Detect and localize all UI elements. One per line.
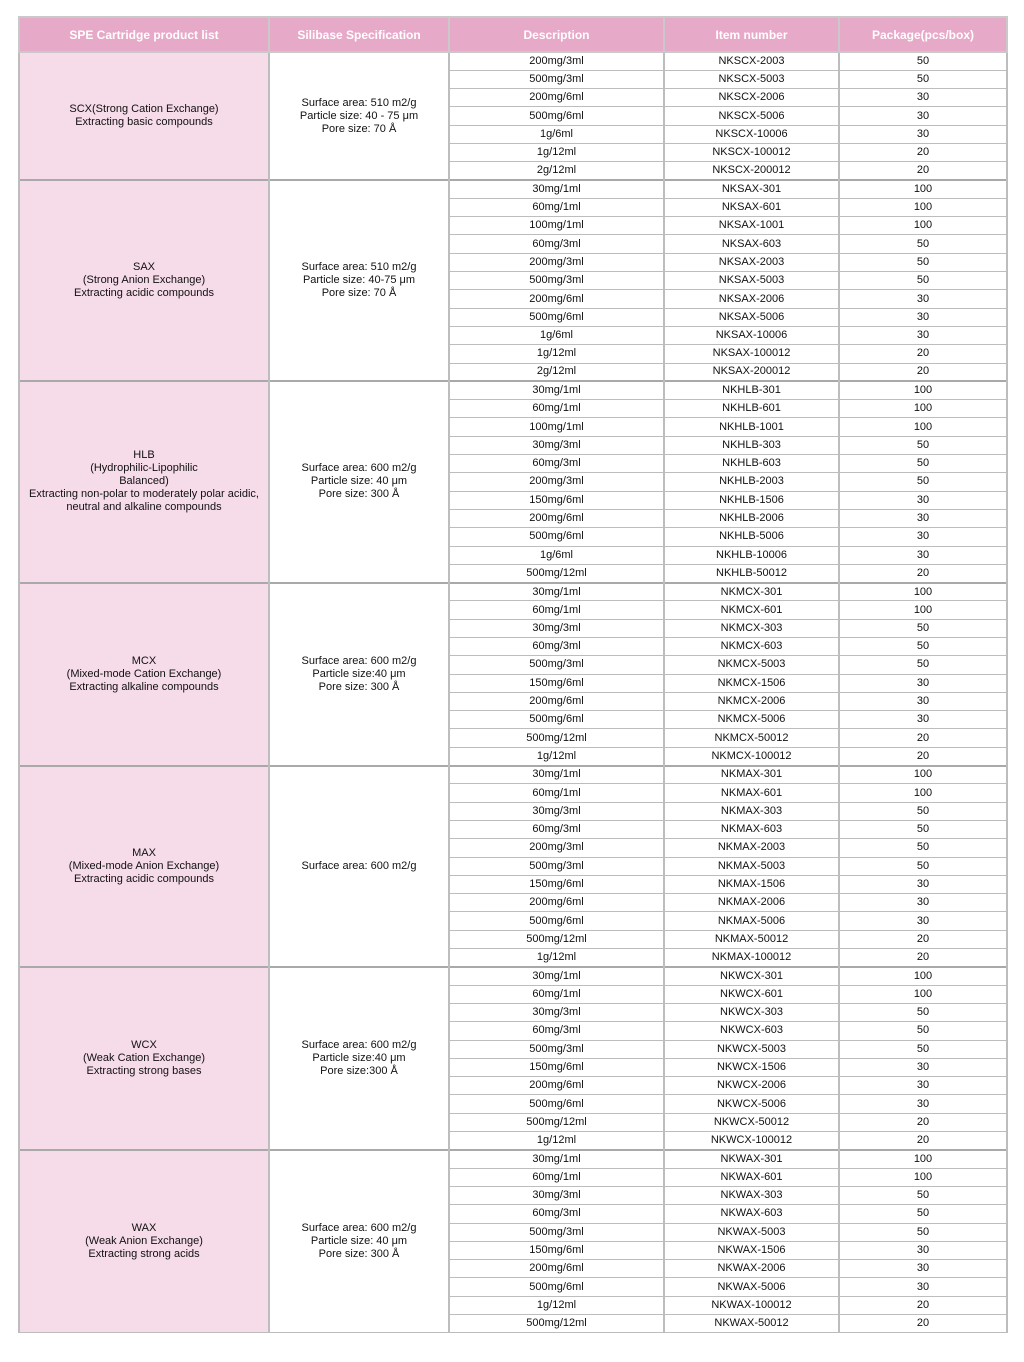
- specification-line: Surface area: 600 m2/g: [301, 1038, 417, 1051]
- package-cell: 50: [839, 52, 1007, 70]
- package-cell: 100: [839, 1150, 1007, 1168]
- item-number-cell: NKSCX-5003: [664, 70, 839, 88]
- item-number-cell: NKWAX-100012: [664, 1296, 839, 1314]
- package-cell: 50: [839, 253, 1007, 271]
- description-cell: 1g/12ml: [449, 345, 664, 363]
- item-number-cell: NKMAX-5006: [664, 912, 839, 930]
- package-cell: 20: [839, 162, 1007, 180]
- description-cell: 60mg/3ml: [449, 1022, 664, 1040]
- product-group-line: MCX: [131, 654, 157, 667]
- package-cell: 100: [839, 1168, 1007, 1186]
- description-cell: 60mg/3ml: [449, 235, 664, 253]
- item-number-cell: NKSCX-100012: [664, 143, 839, 161]
- description-cell: 200mg/3ml: [449, 52, 664, 70]
- package-cell: 50: [839, 619, 1007, 637]
- product-group-cell: [19, 967, 269, 1150]
- package-cell: 30: [839, 326, 1007, 344]
- package-cell: 20: [839, 729, 1007, 747]
- product-group-line: Extracting strong acids: [88, 1248, 200, 1261]
- description-cell: 500mg/3ml: [449, 272, 664, 290]
- description-cell: 2g/12ml: [449, 363, 664, 381]
- package-cell: 100: [839, 381, 1007, 399]
- specification-cell: [269, 180, 449, 381]
- description-cell: 60mg/3ml: [449, 1205, 664, 1223]
- description-cell: 30mg/1ml: [449, 1150, 664, 1168]
- specification-cell: [269, 967, 449, 1150]
- package-cell: 30: [839, 509, 1007, 527]
- spe-cartridge-table: [18, 16, 1008, 1333]
- item-number-cell: NKWAX-601: [664, 1168, 839, 1186]
- description-cell: 60mg/1ml: [449, 784, 664, 802]
- package-cell: 30: [839, 290, 1007, 308]
- description-cell: 60mg/1ml: [449, 1168, 664, 1186]
- description-cell: 30mg/1ml: [449, 766, 664, 784]
- specification-line: Particle size: 40 μm: [310, 1235, 408, 1248]
- table-row: [19, 52, 1007, 70]
- item-number-cell: NKWCX-1506: [664, 1058, 839, 1076]
- description-cell: 100mg/1ml: [449, 217, 664, 235]
- item-number-cell: NKMCX-5006: [664, 711, 839, 729]
- package-cell: 50: [839, 70, 1007, 88]
- package-cell: 50: [839, 656, 1007, 674]
- package-cell: 100: [839, 217, 1007, 235]
- product-group-line: (Weak Cation Exchange): [82, 1051, 206, 1064]
- description-cell: 500mg/12ml: [449, 1113, 664, 1131]
- item-number-cell: NKMAX-2003: [664, 839, 839, 857]
- package-cell: 30: [839, 89, 1007, 107]
- package-cell: 30: [839, 894, 1007, 912]
- item-number-cell: NKSAX-301: [664, 180, 839, 198]
- product-group-line: (Mixed-mode Cation Exchange): [66, 667, 222, 680]
- description-cell: 1g/6ml: [449, 125, 664, 143]
- package-cell: 100: [839, 180, 1007, 198]
- item-number-cell: NKSAX-200012: [664, 363, 839, 381]
- description-cell: 1g/12ml: [449, 1132, 664, 1150]
- specification-cell: [269, 766, 449, 967]
- item-number-cell: NKHLB-1506: [664, 491, 839, 509]
- description-cell: 2g/12ml: [449, 162, 664, 180]
- product-group-cell: [19, 52, 269, 180]
- description-cell: 60mg/1ml: [449, 985, 664, 1003]
- package-cell: 100: [839, 766, 1007, 784]
- package-cell: 50: [839, 1223, 1007, 1241]
- description-cell: 1g/12ml: [449, 747, 664, 765]
- product-group-cell: [19, 1150, 269, 1333]
- item-number-cell: NKMCX-303: [664, 619, 839, 637]
- header-package: Package(pcs/box): [839, 17, 1007, 52]
- item-number-cell: NKWCX-603: [664, 1022, 839, 1040]
- item-number-cell: NKWAX-2006: [664, 1260, 839, 1278]
- description-cell: 60mg/3ml: [449, 455, 664, 473]
- header-item-number: Item number: [664, 17, 839, 52]
- description-cell: 60mg/1ml: [449, 198, 664, 216]
- package-cell: 100: [839, 967, 1007, 985]
- package-cell: 50: [839, 473, 1007, 491]
- description-cell: 500mg/6ml: [449, 308, 664, 326]
- item-number-cell: NKHLB-2006: [664, 509, 839, 527]
- item-number-cell: NKWCX-303: [664, 1003, 839, 1021]
- description-cell: 500mg/3ml: [449, 1040, 664, 1058]
- item-number-cell: NKWAX-50012: [664, 1314, 839, 1332]
- product-group-line: Extracting acidic compounds: [73, 872, 214, 885]
- specification-cell: [269, 52, 449, 180]
- package-cell: 50: [839, 820, 1007, 838]
- item-number-cell: NKSAX-2006: [664, 290, 839, 308]
- description-cell: 1g/12ml: [449, 143, 664, 161]
- item-number-cell: NKSAX-10006: [664, 326, 839, 344]
- product-group-line: Extracting acidic compounds: [73, 287, 214, 300]
- description-cell: 500mg/3ml: [449, 1223, 664, 1241]
- package-cell: 20: [839, 143, 1007, 161]
- item-number-cell: NKMAX-1506: [664, 875, 839, 893]
- description-cell: 1g/12ml: [449, 1296, 664, 1314]
- package-cell: 50: [839, 455, 1007, 473]
- item-number-cell: NKMAX-601: [664, 784, 839, 802]
- description-cell: 60mg/3ml: [449, 638, 664, 656]
- item-number-cell: NKMCX-100012: [664, 747, 839, 765]
- item-number-cell: NKMCX-5003: [664, 656, 839, 674]
- package-cell: 50: [839, 857, 1007, 875]
- specification-line: Pore size: 70 Å: [321, 122, 397, 135]
- package-cell: 50: [839, 1003, 1007, 1021]
- description-cell: 500mg/12ml: [449, 1314, 664, 1332]
- header-specification: Silibase Specification: [269, 17, 449, 52]
- description-cell: 500mg/3ml: [449, 70, 664, 88]
- package-cell: 50: [839, 1022, 1007, 1040]
- item-number-cell: NKWCX-5006: [664, 1095, 839, 1113]
- item-number-cell: NKSAX-601: [664, 198, 839, 216]
- package-cell: 30: [839, 674, 1007, 692]
- item-number-cell: NKWAX-303: [664, 1186, 839, 1204]
- item-number-cell: NKWCX-50012: [664, 1113, 839, 1131]
- package-cell: 100: [839, 198, 1007, 216]
- item-number-cell: NKHLB-601: [664, 400, 839, 418]
- package-cell: 50: [839, 436, 1007, 454]
- item-number-cell: NKSAX-2003: [664, 253, 839, 271]
- description-cell: 200mg/6ml: [449, 692, 664, 710]
- package-cell: 50: [839, 235, 1007, 253]
- package-cell: 30: [839, 1260, 1007, 1278]
- description-cell: 150mg/6ml: [449, 1058, 664, 1076]
- product-group-line: (Weak Anion Exchange): [85, 1235, 203, 1248]
- package-cell: 100: [839, 985, 1007, 1003]
- package-cell: 50: [839, 638, 1007, 656]
- package-cell: 50: [839, 1186, 1007, 1204]
- description-cell: 150mg/6ml: [449, 491, 664, 509]
- description-cell: 200mg/6ml: [449, 290, 664, 308]
- package-cell: 100: [839, 418, 1007, 436]
- table-row: [19, 583, 1007, 601]
- product-group-line: Balanced): [119, 475, 169, 488]
- specification-line: Surface area: 510 m2/g: [301, 96, 417, 109]
- package-cell: 50: [839, 1040, 1007, 1058]
- package-cell: 20: [839, 363, 1007, 381]
- package-cell: 20: [839, 1132, 1007, 1150]
- product-table-container: [18, 16, 1006, 1333]
- package-cell: 30: [839, 1077, 1007, 1095]
- description-cell: 30mg/3ml: [449, 802, 664, 820]
- item-number-cell: NKHLB-303: [664, 436, 839, 454]
- product-group-line: HLB: [133, 449, 155, 462]
- product-group-line: WAX: [131, 1222, 157, 1235]
- item-number-cell: NKWAX-301: [664, 1150, 839, 1168]
- package-cell: 30: [839, 125, 1007, 143]
- package-cell: 20: [839, 949, 1007, 967]
- description-cell: 60mg/1ml: [449, 400, 664, 418]
- specification-cell: [269, 381, 449, 582]
- package-cell: 100: [839, 601, 1007, 619]
- description-cell: 200mg/3ml: [449, 253, 664, 271]
- description-cell: 500mg/3ml: [449, 656, 664, 674]
- item-number-cell: NKWCX-2006: [664, 1077, 839, 1095]
- description-cell: 60mg/1ml: [449, 601, 664, 619]
- description-cell: 200mg/6ml: [449, 894, 664, 912]
- item-number-cell: NKHLB-2003: [664, 473, 839, 491]
- item-number-cell: NKSAX-603: [664, 235, 839, 253]
- header-product-list: SPE Cartridge product list: [19, 17, 269, 52]
- product-group-line: Extracting alkaline compounds: [69, 680, 219, 693]
- package-cell: 30: [839, 491, 1007, 509]
- specification-line: Particle size:40 μm: [312, 667, 406, 680]
- table-body: [19, 52, 1007, 1333]
- package-cell: 30: [839, 1095, 1007, 1113]
- table-row: [19, 180, 1007, 198]
- package-cell: 30: [839, 1058, 1007, 1076]
- item-number-cell: NKHLB-603: [664, 455, 839, 473]
- table-row: [19, 1150, 1007, 1168]
- description-cell: 500mg/6ml: [449, 107, 664, 125]
- description-cell: 1g/6ml: [449, 326, 664, 344]
- item-number-cell: NKSAX-5006: [664, 308, 839, 326]
- item-number-cell: NKMAX-603: [664, 820, 839, 838]
- description-cell: 30mg/3ml: [449, 619, 664, 637]
- item-number-cell: NKWAX-1506: [664, 1241, 839, 1259]
- package-cell: 30: [839, 308, 1007, 326]
- specification-line: Surface area: 600 m2/g: [301, 462, 417, 475]
- package-cell: 30: [839, 875, 1007, 893]
- specification-line: Pore size: 300 Å: [318, 488, 400, 501]
- item-number-cell: NKMAX-50012: [664, 930, 839, 948]
- item-number-cell: NKWCX-601: [664, 985, 839, 1003]
- package-cell: 20: [839, 1113, 1007, 1131]
- item-number-cell: NKMCX-2006: [664, 692, 839, 710]
- package-cell: 100: [839, 583, 1007, 601]
- description-cell: 500mg/6ml: [449, 912, 664, 930]
- item-number-cell: NKSAX-100012: [664, 345, 839, 363]
- product-group-line: SCX(Strong Cation Exchange): [69, 103, 219, 116]
- item-number-cell: NKMAX-303: [664, 802, 839, 820]
- item-number-cell: NKWAX-5003: [664, 1223, 839, 1241]
- item-number-cell: NKMAX-2006: [664, 894, 839, 912]
- package-cell: 30: [839, 546, 1007, 564]
- product-group-line: Extracting basic compounds: [75, 116, 213, 129]
- item-number-cell: NKMAX-5003: [664, 857, 839, 875]
- package-cell: 30: [839, 711, 1007, 729]
- product-group-line: SAX: [132, 261, 155, 274]
- description-cell: 200mg/6ml: [449, 1077, 664, 1095]
- description-cell: 500mg/12ml: [449, 930, 664, 948]
- description-cell: 1g/6ml: [449, 546, 664, 564]
- item-number-cell: NKMCX-50012: [664, 729, 839, 747]
- item-number-cell: NKMCX-1506: [664, 674, 839, 692]
- product-group-cell: [19, 180, 269, 381]
- package-cell: 100: [839, 784, 1007, 802]
- description-cell: 30mg/1ml: [449, 583, 664, 601]
- specification-line: Particle size:40 μm: [312, 1051, 406, 1064]
- item-number-cell: NKWCX-301: [664, 967, 839, 985]
- product-group-line: (Strong Anion Exchange): [82, 274, 206, 287]
- specification-line: Pore size: 70 Å: [321, 287, 397, 300]
- product-group-line: neutral and alkaline compounds: [66, 501, 222, 514]
- table-row: [19, 967, 1007, 985]
- package-cell: 20: [839, 930, 1007, 948]
- package-cell: 30: [839, 1278, 1007, 1296]
- description-cell: 30mg/3ml: [449, 436, 664, 454]
- package-cell: 20: [839, 1296, 1007, 1314]
- item-number-cell: NKMCX-601: [664, 601, 839, 619]
- product-group-line: WCX: [131, 1038, 157, 1051]
- specification-line: Surface area: 510 m2/g: [301, 261, 417, 274]
- item-number-cell: NKWCX-5003: [664, 1040, 839, 1058]
- description-cell: 150mg/6ml: [449, 674, 664, 692]
- description-cell: 200mg/6ml: [449, 89, 664, 107]
- description-cell: 30mg/3ml: [449, 1003, 664, 1021]
- specification-line: Pore size: 300 Å: [318, 680, 400, 693]
- description-cell: 30mg/1ml: [449, 180, 664, 198]
- specification-line: Pore size: 300 Å: [318, 1248, 400, 1261]
- specification-line: Surface area: 600 m2/g: [301, 654, 417, 667]
- description-cell: 500mg/6ml: [449, 711, 664, 729]
- description-cell: 200mg/3ml: [449, 473, 664, 491]
- item-number-cell: NKHLB-5006: [664, 528, 839, 546]
- specification-line: Surface area: 600 m2/g: [301, 859, 417, 872]
- description-cell: 150mg/6ml: [449, 1241, 664, 1259]
- header-description: Description: [449, 17, 664, 52]
- product-group-cell: [19, 583, 269, 766]
- product-group-cell: [19, 381, 269, 582]
- item-number-cell: NKMAX-301: [664, 766, 839, 784]
- item-number-cell: NKWAX-603: [664, 1205, 839, 1223]
- description-cell: 30mg/3ml: [449, 1186, 664, 1204]
- item-number-cell: NKSCX-2003: [664, 52, 839, 70]
- item-number-cell: NKSCX-200012: [664, 162, 839, 180]
- description-cell: 500mg/6ml: [449, 528, 664, 546]
- description-cell: 500mg/6ml: [449, 1095, 664, 1113]
- package-cell: 20: [839, 1314, 1007, 1332]
- item-number-cell: NKHLB-301: [664, 381, 839, 399]
- specification-line: Particle size: 40-75 μm: [302, 274, 416, 287]
- package-cell: 20: [839, 564, 1007, 582]
- package-cell: 50: [839, 1205, 1007, 1223]
- description-cell: 200mg/6ml: [449, 1260, 664, 1278]
- package-cell: 100: [839, 400, 1007, 418]
- item-number-cell: NKMCX-603: [664, 638, 839, 656]
- description-cell: 500mg/6ml: [449, 1278, 664, 1296]
- item-number-cell: NKHLB-50012: [664, 564, 839, 582]
- package-cell: 50: [839, 272, 1007, 290]
- product-group-line: (Mixed-mode Anion Exchange): [68, 859, 220, 872]
- item-number-cell: NKSAX-1001: [664, 217, 839, 235]
- description-cell: 100mg/1ml: [449, 418, 664, 436]
- item-number-cell: NKHLB-10006: [664, 546, 839, 564]
- table-header-row: [19, 17, 1007, 52]
- specification-line: Particle size: 40 - 75 μm: [299, 109, 419, 122]
- description-cell: 200mg/6ml: [449, 509, 664, 527]
- package-cell: 20: [839, 345, 1007, 363]
- item-number-cell: NKHLB-1001: [664, 418, 839, 436]
- package-cell: 30: [839, 1241, 1007, 1259]
- product-group-line: Extracting strong bases: [86, 1064, 202, 1077]
- product-group-line: Extracting non-polar to moderately polar acidic,: [29, 488, 259, 501]
- item-number-cell: NKSAX-5003: [664, 272, 839, 290]
- item-number-cell: NKWAX-5006: [664, 1278, 839, 1296]
- package-cell: 30: [839, 107, 1007, 125]
- item-number-cell: NKMAX-100012: [664, 949, 839, 967]
- product-group-line: MAX: [132, 846, 156, 859]
- package-cell: 30: [839, 912, 1007, 930]
- product-group-cell: [19, 766, 269, 967]
- item-number-cell: NKWCX-100012: [664, 1132, 839, 1150]
- package-cell: 30: [839, 528, 1007, 546]
- table-row: [19, 766, 1007, 784]
- item-number-cell: NKSCX-10006: [664, 125, 839, 143]
- specification-cell: [269, 583, 449, 766]
- description-cell: 500mg/3ml: [449, 857, 664, 875]
- specification-line: Particle size: 40 μm: [310, 475, 408, 488]
- description-cell: 1g/12ml: [449, 949, 664, 967]
- description-cell: 200mg/3ml: [449, 839, 664, 857]
- package-cell: 30: [839, 692, 1007, 710]
- package-cell: 50: [839, 839, 1007, 857]
- description-cell: 500mg/12ml: [449, 564, 664, 582]
- description-cell: 150mg/6ml: [449, 875, 664, 893]
- specification-line: Surface area: 600 m2/g: [301, 1222, 417, 1235]
- item-number-cell: NKSCX-5006: [664, 107, 839, 125]
- description-cell: 500mg/12ml: [449, 729, 664, 747]
- package-cell: 50: [839, 802, 1007, 820]
- product-group-line: (Hydrophilic-Lipophilic: [90, 462, 198, 475]
- specification-cell: [269, 1150, 449, 1333]
- description-cell: 30mg/1ml: [449, 381, 664, 399]
- item-number-cell: NKSCX-2006: [664, 89, 839, 107]
- package-cell: 20: [839, 747, 1007, 765]
- description-cell: 60mg/3ml: [449, 820, 664, 838]
- item-number-cell: NKMCX-301: [664, 583, 839, 601]
- specification-line: Pore size:300 Å: [320, 1064, 398, 1077]
- table-row: [19, 381, 1007, 399]
- description-cell: 30mg/1ml: [449, 967, 664, 985]
